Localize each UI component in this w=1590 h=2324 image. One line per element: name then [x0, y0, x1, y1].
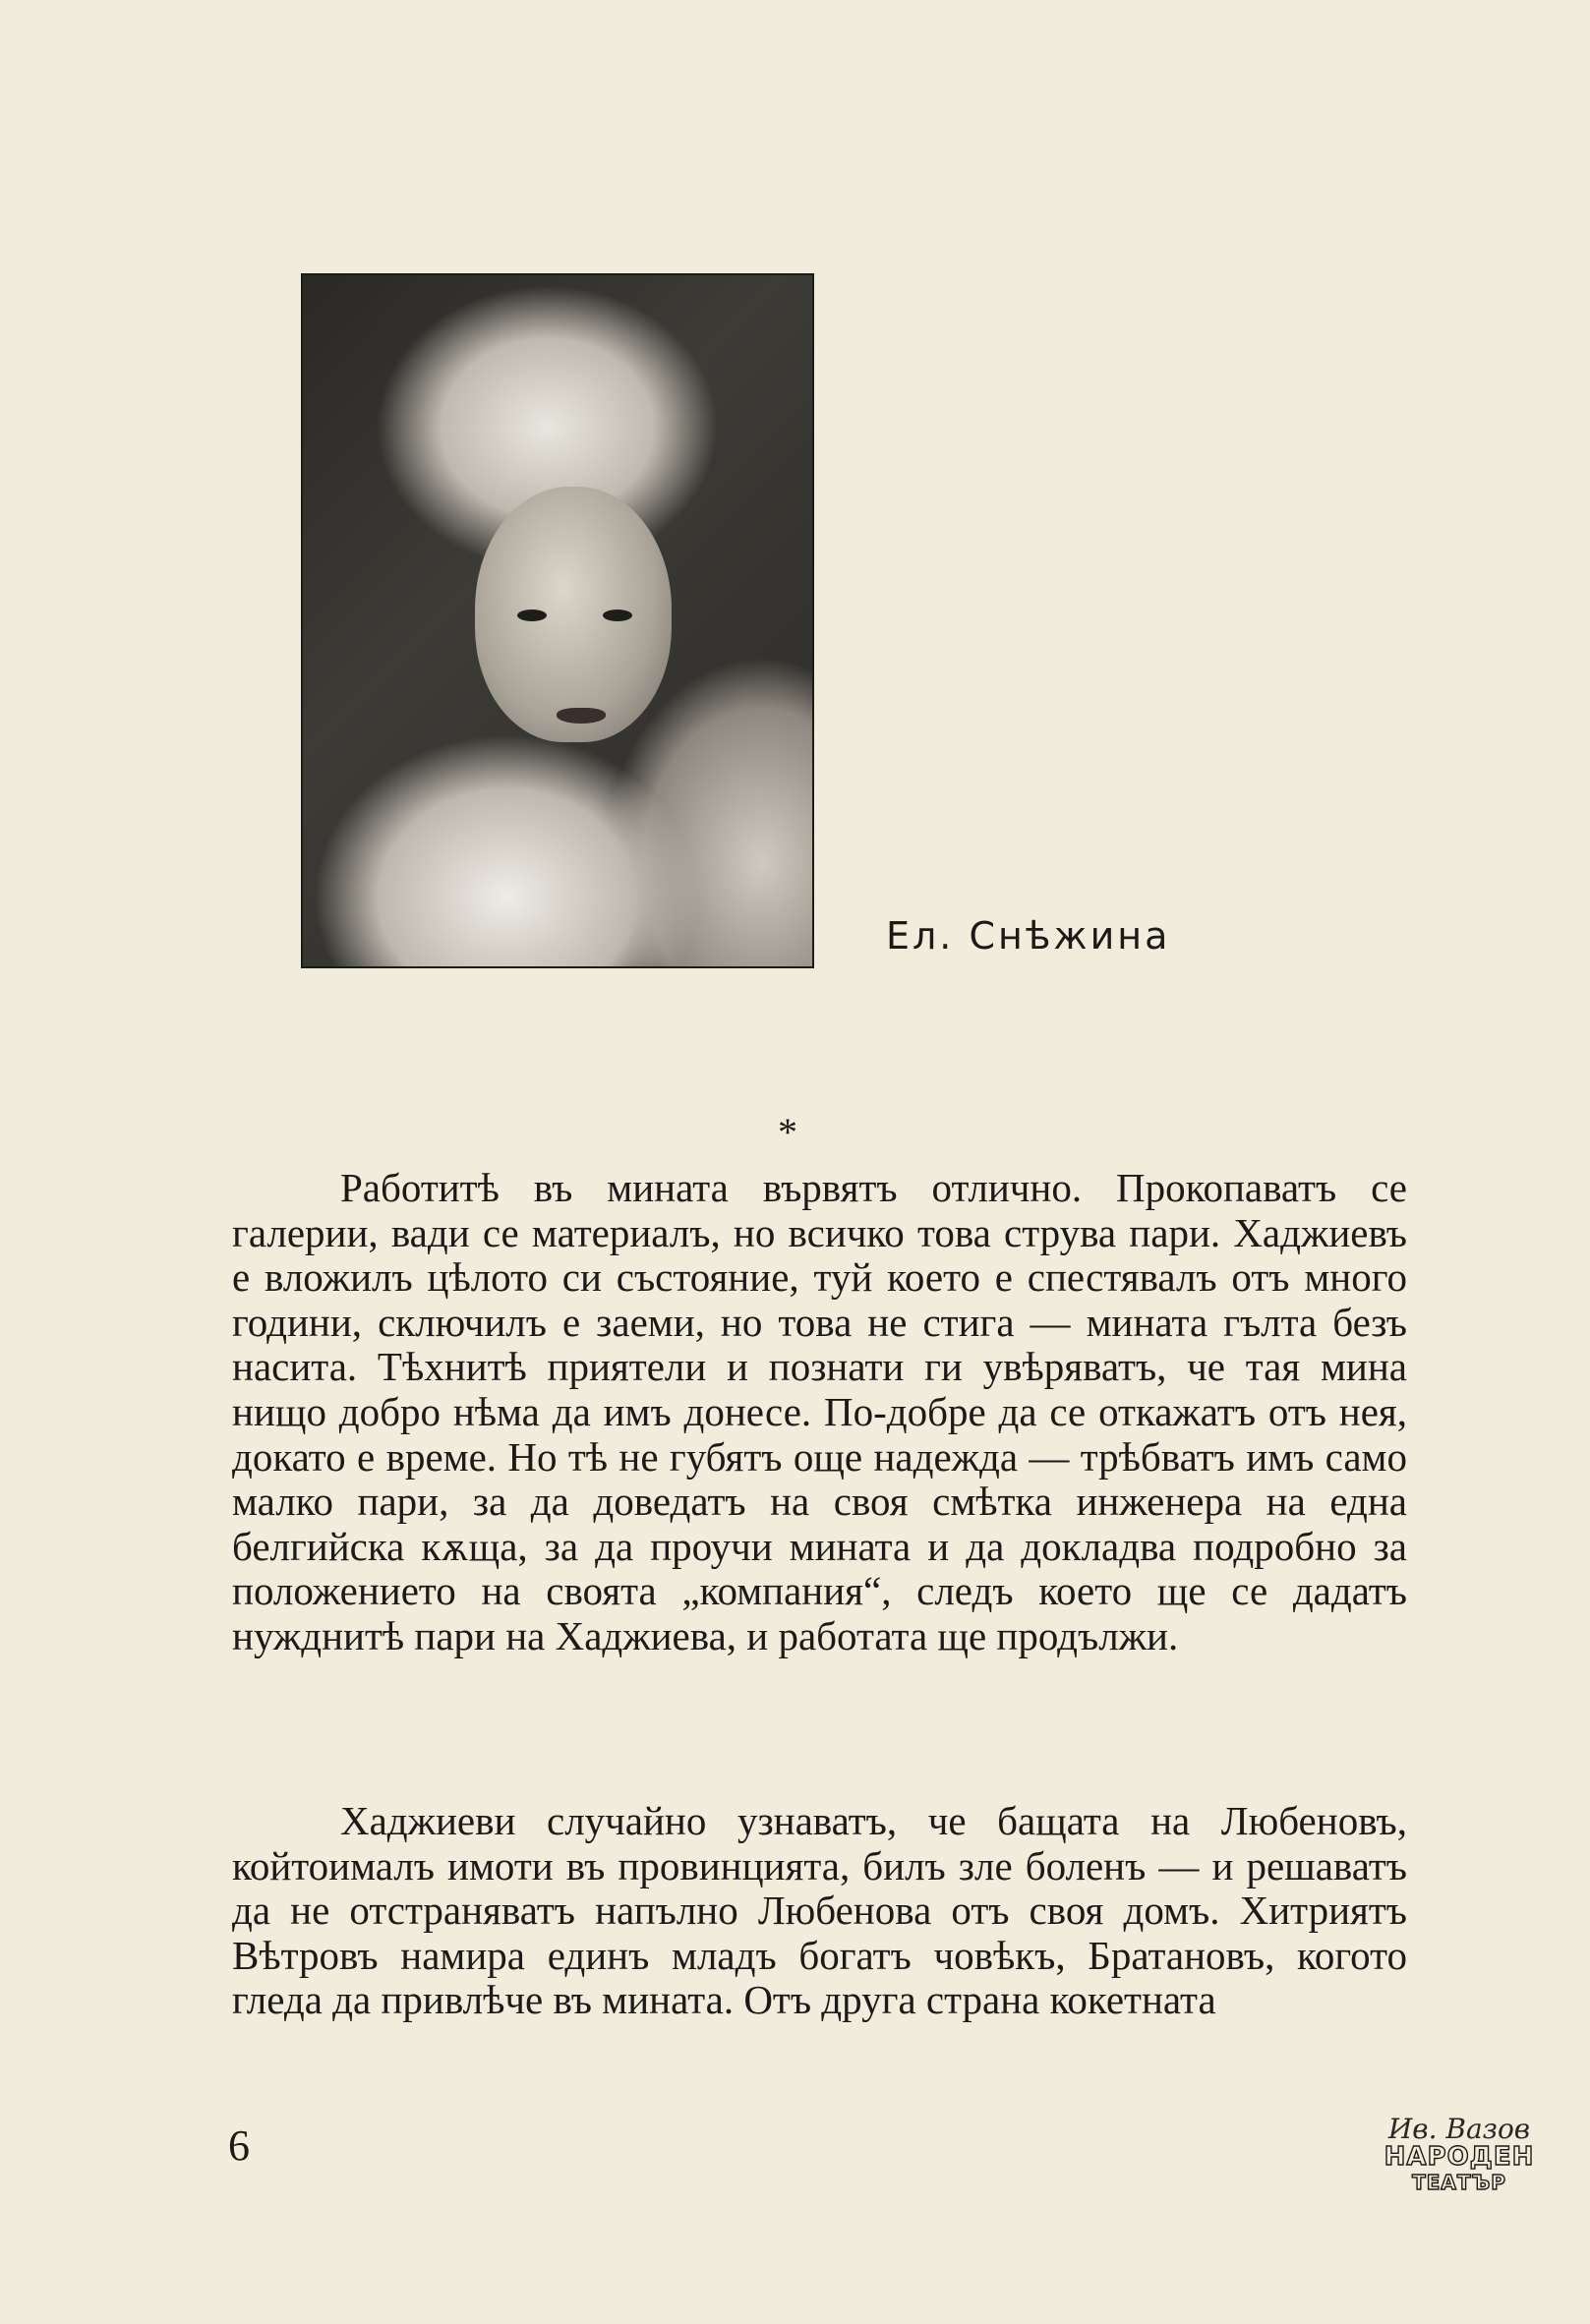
photo-caption: Ел. Снѣжина [886, 914, 1171, 958]
paragraph-1: Работитѣ въ мината вървятъ отлично. Прокопаватъ се галерии, вади се материалъ, но всичко това струва пари. Хаджиевъ е вложилъ цѣлото си състояние, туй което е спестявалъ отъ много години, сключилъ е заеми, но това не стига — мината гълта безъ насита. Тѣхнитѣ приятели и познати ги увѣряватъ, че тая мина нищо добро нѣма да имъ донесе. По-добре да се откажатъ отъ нея, докато е време. Но тѣ не губятъ още надежда — трѣбватъ имъ само малко пари, за да доведатъ на своя смѣтка инженера на една белгийска кѫща, за да проучи мината и да докладва подробно за положението на своята „компания“, следъ което ще се дадатъ нужднитѣ пари на Хаджиева, и работата ще продължи. [232, 1165, 1407, 1658]
portrait-face [475, 487, 672, 742]
paragraph-2: Хаджиеви случайно узнаватъ, че бащата на Любеновъ, койтоималъ имоти въ провинцията, билъ зле боленъ — и решаватъ да не отстраняватъ напълно Любенова отъ своя домъ. Хитриятъ Вѣтровъ намира единъ младъ богатъ човѣкъ, Братановъ, когото гледа да привлѣче въ мината. Отъ друга страна кокетната [232, 1798, 1407, 2023]
portrait-photo [301, 273, 814, 968]
theatre-stamp-logo [1382, 2113, 1537, 2200]
stamp-signature: Ив. Вазов [1387, 2113, 1531, 2145]
stamp-line-2: ТЕАТЪР [1412, 2171, 1506, 2194]
portrait-eye-left [517, 610, 547, 621]
section-separator: * [778, 1110, 797, 1154]
stamp-line-1: НАРОДЕН [1384, 2142, 1535, 2172]
page-number: 6 [228, 2121, 250, 2170]
portrait-eye-right [603, 610, 632, 621]
portrait-mouth [557, 708, 606, 724]
